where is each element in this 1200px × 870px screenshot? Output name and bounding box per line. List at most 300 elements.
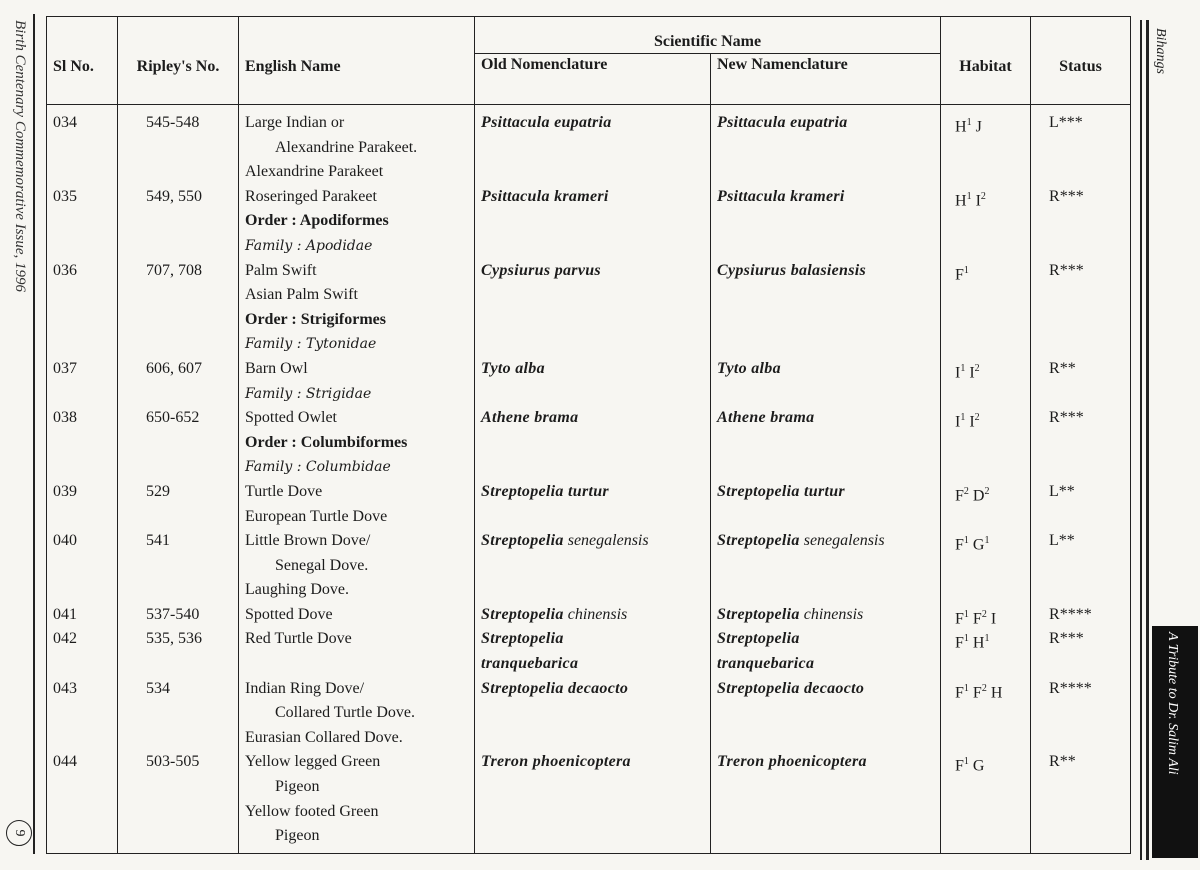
habitat-line xyxy=(955,578,1024,603)
english-name-line xyxy=(245,357,468,382)
english-name-line xyxy=(245,308,468,333)
habitat-line xyxy=(955,136,1024,161)
english-name-line xyxy=(245,406,468,431)
habitat-line xyxy=(955,160,1024,185)
ripley-no: 535, 536 xyxy=(146,630,202,648)
ripley-no-line xyxy=(146,185,232,210)
ripley-no-line xyxy=(146,234,232,259)
habitat-subcode-2: 1 xyxy=(984,633,990,645)
habitat-line xyxy=(955,283,1024,308)
english-name-line xyxy=(245,185,468,210)
english-name: Spotted Dove xyxy=(245,605,333,623)
old-nomenclature: Athene brama xyxy=(481,409,579,427)
habitat-line xyxy=(955,455,1024,480)
header-status: Status xyxy=(1031,17,1131,105)
new-nomenclature-line xyxy=(717,185,934,210)
order-heading: Order : Columbiformes xyxy=(245,433,408,451)
english-name: Pigeon xyxy=(275,778,320,796)
new-nomenclature-species: chinensis xyxy=(799,605,864,623)
english-name-line xyxy=(245,750,468,775)
english-name: Senegal Dove. xyxy=(275,556,369,574)
ripley-no-line xyxy=(146,382,232,407)
habitat-line xyxy=(955,406,1024,431)
old-nomenclature-line xyxy=(481,332,704,357)
english-name: Laughing Dove. xyxy=(245,581,349,599)
english-name-line xyxy=(245,603,468,628)
habitat-code-2: I xyxy=(975,192,981,210)
old-nomenclature-line xyxy=(481,259,704,284)
english-name: Asian Palm Swift xyxy=(245,286,358,304)
status-line xyxy=(1049,677,1124,702)
habitat-subcode-2: 2 xyxy=(974,412,980,424)
english-name-line xyxy=(245,480,468,505)
sl-no-line xyxy=(53,259,111,284)
old-nomenclature-line xyxy=(481,185,704,210)
english-name: Red Turtle Dove xyxy=(245,630,352,648)
habitat-code: H xyxy=(955,118,967,136)
ripley-no-line xyxy=(146,332,232,357)
column-ripley-no xyxy=(118,105,239,854)
new-nomenclature-line xyxy=(717,800,934,825)
english-name: Eurasian Collared Dove. xyxy=(245,728,403,746)
ripley-no-line xyxy=(146,160,232,185)
status-line xyxy=(1049,209,1124,234)
habitat-line xyxy=(955,554,1024,579)
sl-no-line xyxy=(53,603,111,628)
status-line xyxy=(1049,554,1124,579)
new-nomenclature-line xyxy=(717,480,934,505)
new-nomenclature: Streptopelia turtur xyxy=(717,482,845,500)
habitat-code: I xyxy=(955,364,961,382)
bird-checklist-table xyxy=(46,16,1131,854)
column-status xyxy=(1031,105,1131,854)
english-name: Palm Swift xyxy=(245,261,317,279)
habitat-line xyxy=(955,382,1024,407)
status-line xyxy=(1049,800,1124,825)
habitat-code-2-rest: I xyxy=(986,610,997,628)
habitat-code-2-rest: H xyxy=(986,683,1003,701)
habitat-subcode: 1 xyxy=(963,608,969,620)
status-code: R*** xyxy=(1049,261,1084,279)
habitat-code: F xyxy=(955,536,964,554)
old-nomenclature-line xyxy=(481,357,704,382)
new-nomenclature-line xyxy=(717,308,934,333)
old-nomenclature-line xyxy=(481,111,704,136)
habitat-code: H xyxy=(955,192,967,210)
new-nomenclature-line xyxy=(717,726,934,751)
old-nomenclature: Psittacula krameri xyxy=(481,187,609,205)
header-old-nomenclature: Old Nomenclature xyxy=(475,54,711,105)
new-nomenclature-line xyxy=(717,775,934,800)
ripley-no-line xyxy=(146,480,232,505)
new-nomenclature-line xyxy=(717,111,934,136)
ripley-no-line xyxy=(146,209,232,234)
english-name-line xyxy=(245,431,468,456)
sl-no: 037 xyxy=(53,359,77,377)
habitat-subcode: 1 xyxy=(960,412,966,424)
table-body-row xyxy=(47,105,1131,854)
ripley-no-line xyxy=(146,701,232,726)
ripley-no-line xyxy=(146,529,232,554)
english-name-line xyxy=(245,627,468,652)
status-line xyxy=(1049,824,1124,849)
old-nomenclature-line xyxy=(481,603,704,628)
sl-no: 044 xyxy=(53,753,77,771)
habitat-line xyxy=(955,505,1024,530)
status-line xyxy=(1049,259,1124,284)
sl-no: 038 xyxy=(53,409,77,427)
sl-no: 040 xyxy=(53,532,77,550)
new-nomenclature-line xyxy=(717,234,934,259)
old-nomenclature-line xyxy=(481,234,704,259)
sl-no-line xyxy=(53,529,111,554)
english-name-line xyxy=(245,677,468,702)
ripley-no-line xyxy=(146,652,232,677)
english-name: Little Brown Dove/ xyxy=(245,532,371,550)
ripley-no: 503-505 xyxy=(146,753,200,771)
habitat-line xyxy=(955,677,1024,702)
header-habitat: Habitat xyxy=(941,17,1031,105)
habitat-line xyxy=(955,259,1024,284)
ripley-no-line xyxy=(146,603,232,628)
habitat-subcode: 1 xyxy=(963,633,969,645)
ripley-no-line xyxy=(146,308,232,333)
old-nomenclature-line xyxy=(481,431,704,456)
sl-no-line xyxy=(53,652,111,677)
habitat-subcode: 1 xyxy=(963,264,969,276)
left-margin xyxy=(0,0,44,870)
english-name-line xyxy=(245,652,468,677)
sl-no-line xyxy=(53,726,111,751)
habitat-subcode-2: 2 xyxy=(984,485,990,497)
new-nomenclature-line xyxy=(717,431,934,456)
right-margin xyxy=(1138,0,1200,870)
english-name-line xyxy=(245,382,468,407)
sl-no-line xyxy=(53,160,111,185)
sl-no: 034 xyxy=(53,114,77,131)
habitat-code-rest: J xyxy=(971,118,982,136)
old-nomenclature-line xyxy=(481,308,704,333)
habitat-subcode: 1 xyxy=(963,535,969,547)
status-line xyxy=(1049,480,1124,505)
sl-no-line xyxy=(53,234,111,259)
habitat-code-2: F xyxy=(972,610,982,628)
status-line xyxy=(1049,308,1124,333)
journal-name: Bihangs xyxy=(1153,28,1168,74)
habitat-subcode-2: 2 xyxy=(974,362,980,374)
new-nomenclature-line xyxy=(717,505,934,530)
habitat-code-2: G xyxy=(972,536,985,554)
sl-no: 036 xyxy=(53,261,77,279)
sl-no-line xyxy=(53,455,111,480)
family-heading: Family : Columbidae xyxy=(245,459,391,476)
tribute-banner xyxy=(1152,626,1198,858)
order-heading: Order : Strigiformes xyxy=(245,310,386,328)
habitat-code: I xyxy=(955,413,961,431)
new-nomenclature-line xyxy=(717,627,934,652)
sl-no-line xyxy=(53,750,111,775)
ripley-no-line xyxy=(146,824,232,849)
old-nomenclature: tranquebarica xyxy=(481,655,579,673)
habitat-subcode: 1 xyxy=(966,117,972,128)
new-nomenclature-line xyxy=(717,701,934,726)
ripley-no: 606, 607 xyxy=(146,359,202,377)
old-nomenclature-line xyxy=(481,382,704,407)
habitat-line xyxy=(955,308,1024,333)
new-nomenclature-line xyxy=(717,332,934,357)
old-nomenclature-line xyxy=(481,480,704,505)
habitat-line xyxy=(955,750,1024,775)
status-line xyxy=(1049,726,1124,751)
english-name: Pigeon xyxy=(275,827,320,845)
habitat-line xyxy=(955,701,1024,726)
sl-no-line xyxy=(53,357,111,382)
column-habitat xyxy=(941,105,1031,854)
status-line xyxy=(1049,283,1124,308)
habitat-code: F xyxy=(955,757,964,775)
status-line xyxy=(1049,357,1124,382)
habitat-code: F xyxy=(955,610,964,628)
page-number: 9 xyxy=(6,820,32,846)
ripley-no-line xyxy=(146,357,232,382)
habitat-line xyxy=(955,111,1024,136)
english-name-line xyxy=(245,701,468,726)
english-name-line xyxy=(245,259,468,284)
new-nomenclature: Psittacula krameri xyxy=(717,187,845,205)
new-nomenclature-line xyxy=(717,652,934,677)
english-name: Indian Ring Dove/ xyxy=(245,679,365,697)
old-nomenclature-line xyxy=(481,824,704,849)
english-name: European Turtle Dove xyxy=(245,507,388,525)
habitat-code: F xyxy=(955,634,964,652)
old-nomenclature-line xyxy=(481,775,704,800)
family-heading: Family : Tytonidae xyxy=(245,336,377,353)
habitat-line xyxy=(955,234,1024,259)
habitat-line xyxy=(955,529,1024,554)
old-nomenclature-line xyxy=(481,750,704,775)
english-name-line xyxy=(245,554,468,579)
status-line xyxy=(1049,505,1124,530)
english-name: Yellow legged Green xyxy=(245,753,381,771)
header-scientific-name: Scientific Name xyxy=(475,17,941,54)
old-nomenclature-line xyxy=(481,652,704,677)
habitat-line xyxy=(955,652,1024,677)
old-nomenclature-species: chinensis xyxy=(563,605,628,623)
status-code: L** xyxy=(1049,532,1075,550)
habitat-line xyxy=(955,775,1024,800)
new-nomenclature-line xyxy=(717,209,934,234)
english-name-line xyxy=(245,726,468,751)
new-nomenclature-line xyxy=(717,406,934,431)
ripley-no-line xyxy=(146,627,232,652)
column-english-name xyxy=(239,105,475,854)
habitat-line xyxy=(955,726,1024,751)
sl-no-line xyxy=(53,677,111,702)
new-nomenclature: Treron phoenicoptera xyxy=(717,753,867,771)
english-name-line xyxy=(245,800,468,825)
new-nomenclature-genus: Streptopelia xyxy=(717,605,800,623)
ripley-no-line xyxy=(146,750,232,775)
english-name-line xyxy=(245,455,468,480)
header-sl-no: Sl No. xyxy=(47,17,118,105)
habitat-line xyxy=(955,824,1024,849)
new-nomenclature-line xyxy=(717,259,934,284)
sl-no-line xyxy=(53,209,111,234)
new-nomenclature-line xyxy=(717,160,934,185)
habitat-line xyxy=(955,185,1024,210)
status-line xyxy=(1049,750,1124,775)
ripley-no-line xyxy=(146,431,232,456)
column-sl-no xyxy=(47,105,118,854)
english-name-line xyxy=(245,111,468,136)
new-nomenclature-line xyxy=(717,382,934,407)
english-name-line xyxy=(245,578,468,603)
sl-no-line xyxy=(53,308,111,333)
english-name-line xyxy=(245,332,468,357)
ripley-no-line xyxy=(146,677,232,702)
english-name: Large Indian or xyxy=(245,114,345,131)
sl-no: 042 xyxy=(53,630,77,648)
status-line xyxy=(1049,627,1124,652)
sl-no-line xyxy=(53,136,111,161)
new-nomenclature-line xyxy=(717,283,934,308)
ripley-no-line xyxy=(146,578,232,603)
status-line xyxy=(1049,382,1124,407)
status-line xyxy=(1049,529,1124,554)
old-nomenclature-line xyxy=(481,160,704,185)
english-name-line xyxy=(245,209,468,234)
status-line xyxy=(1049,160,1124,185)
sl-no-line xyxy=(53,775,111,800)
habitat-code-2: I xyxy=(969,413,975,431)
new-nomenclature: Psittacula eupatria xyxy=(717,114,848,131)
english-name-line xyxy=(245,505,468,530)
status-line xyxy=(1049,455,1124,480)
status-line xyxy=(1049,603,1124,628)
ripley-no-line xyxy=(146,259,232,284)
column-new-nomenclature xyxy=(711,105,941,854)
habitat-line xyxy=(955,800,1024,825)
sl-no: 043 xyxy=(53,679,77,697)
ripley-no-line xyxy=(146,554,232,579)
old-nomenclature: Streptopelia decaocto xyxy=(481,679,629,697)
ripley-no-line xyxy=(146,775,232,800)
ripley-no: 529 xyxy=(146,482,170,500)
sl-no-line xyxy=(53,800,111,825)
habitat-line xyxy=(955,431,1024,456)
english-name: Alexandrine Parakeet xyxy=(245,163,384,181)
old-nomenclature: Treron phoenicoptera xyxy=(481,753,631,771)
ripley-no-line xyxy=(146,505,232,530)
old-nomenclature-species: senegalensis xyxy=(563,532,649,550)
habitat-line xyxy=(955,332,1024,357)
english-name-line xyxy=(245,136,468,161)
ripley-no: 707, 708 xyxy=(146,261,202,279)
english-name: Alexandrine Parakeet. xyxy=(275,138,418,156)
header-ripley-no: Ripley's No. xyxy=(118,17,239,105)
habitat-code-2: H xyxy=(972,634,985,652)
status-line xyxy=(1049,652,1124,677)
status-code: L** xyxy=(1049,482,1075,500)
status-line xyxy=(1049,431,1124,456)
habitat-subcode: 1 xyxy=(963,682,969,694)
status-code: R** xyxy=(1049,753,1076,771)
english-name: Spotted Owlet xyxy=(245,409,337,427)
habitat-code-2: F xyxy=(972,683,982,701)
old-nomenclature-line xyxy=(481,136,704,161)
old-nomenclature: Streptopelia xyxy=(481,630,564,648)
ripley-no-line xyxy=(146,136,232,161)
new-nomenclature-line xyxy=(717,578,934,603)
status-code: R**** xyxy=(1049,679,1092,697)
status-line xyxy=(1049,332,1124,357)
old-nomenclature-line xyxy=(481,529,704,554)
new-nomenclature: tranquebarica xyxy=(717,655,815,673)
sl-no-line xyxy=(53,332,111,357)
new-nomenclature-line xyxy=(717,824,934,849)
sl-no-line xyxy=(53,406,111,431)
old-nomenclature-genus: Streptopelia xyxy=(481,605,564,623)
old-nomenclature-line xyxy=(481,578,704,603)
sl-no-line xyxy=(53,701,111,726)
status-line xyxy=(1049,578,1124,603)
english-name: Yellow footed Green xyxy=(245,802,379,820)
habitat-code-rest: G xyxy=(968,757,985,775)
new-nomenclature-line xyxy=(717,529,934,554)
english-name-line xyxy=(245,160,468,185)
right-margin-rule xyxy=(1140,20,1142,860)
habitat-line xyxy=(955,357,1024,382)
status-code: R*** xyxy=(1049,409,1084,427)
sl-no-line xyxy=(53,824,111,849)
habitat-line xyxy=(955,209,1024,234)
old-nomenclature-line xyxy=(481,455,704,480)
habitat-subcode: 1 xyxy=(963,756,969,768)
english-name-line xyxy=(245,283,468,308)
old-nomenclature-line xyxy=(481,554,704,579)
column-old-nomenclature xyxy=(475,105,711,854)
new-nomenclature-line xyxy=(717,677,934,702)
status-line xyxy=(1049,701,1124,726)
family-heading: Family : Strigidae xyxy=(245,385,372,402)
new-nomenclature-genus: Streptopelia xyxy=(717,532,800,550)
sl-no-line xyxy=(53,505,111,530)
sl-no: 039 xyxy=(53,482,77,500)
sl-no-line xyxy=(53,480,111,505)
habitat-subcode-2: 2 xyxy=(981,682,987,694)
sl-no-line xyxy=(53,185,111,210)
habitat-subcode: 1 xyxy=(960,362,966,374)
old-nomenclature: Tyto alba xyxy=(481,359,545,377)
new-nomenclature: Tyto alba xyxy=(717,359,781,377)
new-nomenclature: Cypsiurus balasiensis xyxy=(717,261,867,279)
sl-no-line xyxy=(53,627,111,652)
status-code: L*** xyxy=(1049,114,1083,131)
old-nomenclature-line xyxy=(481,505,704,530)
status-line xyxy=(1049,406,1124,431)
sl-no: 035 xyxy=(53,187,77,205)
new-nomenclature: Streptopelia decaocto xyxy=(717,679,865,697)
sl-no-line xyxy=(53,578,111,603)
sl-no-line xyxy=(53,283,111,308)
old-nomenclature: Cypsiurus parvus xyxy=(481,261,601,279)
tribute-text: A Tribute to Dr. Salim Ali xyxy=(1165,632,1180,775)
english-name: Barn Owl xyxy=(245,359,308,377)
order-heading: Order : Apodiformes xyxy=(245,212,389,230)
old-nomenclature-line xyxy=(481,406,704,431)
status-code: R**** xyxy=(1049,605,1092,623)
habitat-subcode: 2 xyxy=(963,485,969,497)
